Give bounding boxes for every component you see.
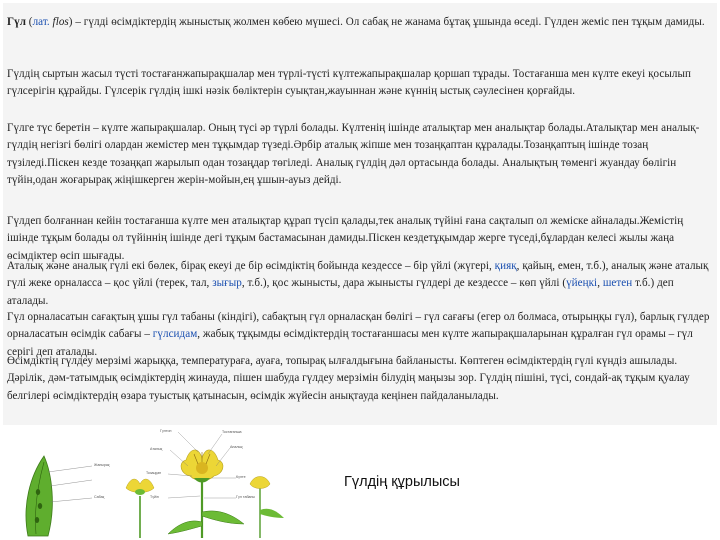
link-qiyaq[interactable]: қияқ <box>494 260 517 272</box>
monoecious-paragraph <box>7 258 715 310</box>
diagram-labels <box>94 429 255 499</box>
flower-detail-illustration <box>126 479 154 538</box>
flower-small-illustration <box>250 477 284 539</box>
article-title-word: Гүл <box>7 16 26 28</box>
label-h: Гүл табаны <box>236 495 255 499</box>
label-f: Күлте <box>236 475 246 479</box>
label-d: Аналық <box>230 445 243 449</box>
label-i: Жапырақ <box>94 463 110 467</box>
receptacle-text-2: , жабық тұқымды өсімдіктердің тостағаншасы мен күлте жапырақшаларынан құралған гүл орамы – гүл серігі деп аталады. <box>7 328 693 358</box>
leaf-illustration <box>26 456 52 536</box>
link-uyenki[interactable]: үйеңкі <box>566 277 598 290</box>
stamen-pistil-paragraph: Гүлге түс беретін – күлте жапырақшалар. Оның түсі әр түрлі болады. Күлтенің ішінде аталықтар мен аналықтар болады.Аталықтар мен аналық-гүлдің негізгі бөлігі олардан жемістер мен тұқымдар түзеді.Әрбір аталық жіпше мен тозаңқаптан құралады.Тозаңқаптың ішінде тозаң түзіледі.Піскен кезде тозаңқап жарылып одан тозаңдар төгіледі. Аналық гүлдің дәл ортасында болады. Аналықтың төменгі жуандау бөлігін түйін,одан жоғарырақ жіңішкерген жерін-мойын,ең ұшын-ауыз дейді. <box>7 122 700 186</box>
label-b: Тостағанша <box>222 430 242 434</box>
receptacle-text-1: Гүл орналасатын сағақтың ұшы гүл табаны (кіндігі), сабақтың гүл орналасқан бөлігі – гүл сағағы (егер ол болмаса, отырыңқы гүл), барлық гүлдер орналасатын өсімдік сабағы – <box>7 311 710 341</box>
label-a: Гүлтоп <box>160 429 172 433</box>
label-c: Аталық <box>150 447 163 451</box>
article-text-panel <box>3 3 717 425</box>
flower-structure-diagram <box>22 426 290 540</box>
paren-open: ( <box>25 16 33 28</box>
fruit-seed-paragraph: Гүлдеп болғаннан кейін тостағанша күлте мен аталықтар құрап түсіп қалады,тек аналық түйіні ғана сақталып ол жеміске айналады.Жемістің ішінде тұқым болады ол түйіннің ішінде дегі тұқым бастамасынан дамиды.Піскен кездетұқымдар жерге түседі,бұлардан келесі жылы жаңа өсімдіктер өсіп шығады. <box>7 215 684 262</box>
link-sheten[interactable]: шетен <box>602 277 633 290</box>
monoecious-sep: , <box>597 277 603 290</box>
label-e: Тозаңқап <box>146 471 162 475</box>
link-gulsidam[interactable]: гүлсидам <box>152 328 198 341</box>
label-g: Түйін <box>150 495 159 499</box>
flower-illustration <box>168 450 244 538</box>
latin-abbrev-link[interactable]: лат. <box>32 16 50 28</box>
monoecious-text-3: , т.б.), қос жынысты, дара жынысты гүлдері де кездессе – көп үйлі ( <box>241 277 567 290</box>
monoecious-text-4: т.б.) деп аталады. <box>7 277 674 307</box>
perianth-paragraph: Гүлдің сыртын жасыл түсті тостағанжапырақшалар мен түрлі-түсті күлтежапырақшалар қоршап тұрады. Тостағанша мен күлте екеуі қосылып гүлсерігін құрайды. Гүлсерік гүлдің ішкі нәзік бөліктерін суықтан,жауыннан және күннің ыстық сәулесінен қорғайды. <box>7 68 691 98</box>
latin-term: flos <box>49 16 69 28</box>
figure-caption: Гүлдің құрылысы <box>344 474 460 490</box>
leader-lines-left <box>48 466 92 502</box>
monoecious-text-1: Аталық және аналық гүлі екі бөлек, бірақ екеуі де бір өсімдіктің бойында кездессе – бір үйлі (жүгері, <box>7 260 495 272</box>
monoecious-text-2: , қайың, емен, т.б.), аналық және аталық гүлі жеке орналасса – қос үйлі (терек, тал, <box>7 260 709 290</box>
flowering-period-paragraph: Өсімдіктің гүлдеу мерзімі жарыққа, температураға, ауаға, топырақ ылғалдығына байланысты. Көптеген өсімдіктердің гүлі күндіз ашылады. Дәрілік, дәм-татымдық өсімдіктердің жинауда, пішен шабуда гүлдеу мерзімін білудің маңызы зор. Гүлдің пішіні, түсі, сондай-ақ тұқым қуалау белгілері өсімдіктердің өзара туыстық қатынасын, өсімдік жүйесін анықтауда кеңінен пайдаланылады. <box>7 355 690 402</box>
intro-paragraph <box>7 14 715 31</box>
link-zygyr[interactable]: зығыр <box>212 277 242 290</box>
paren-close: ) <box>68 16 73 28</box>
intro-definition: – гүлді өсімдіктердің жыныстық жолмен көбею мүшесі. Ол сабақ не жанама бұтақ ұшында өседі. Гүлден жеміс пен тұқым дамиды. <box>72 16 705 28</box>
label-j: Сабақ <box>94 495 105 499</box>
